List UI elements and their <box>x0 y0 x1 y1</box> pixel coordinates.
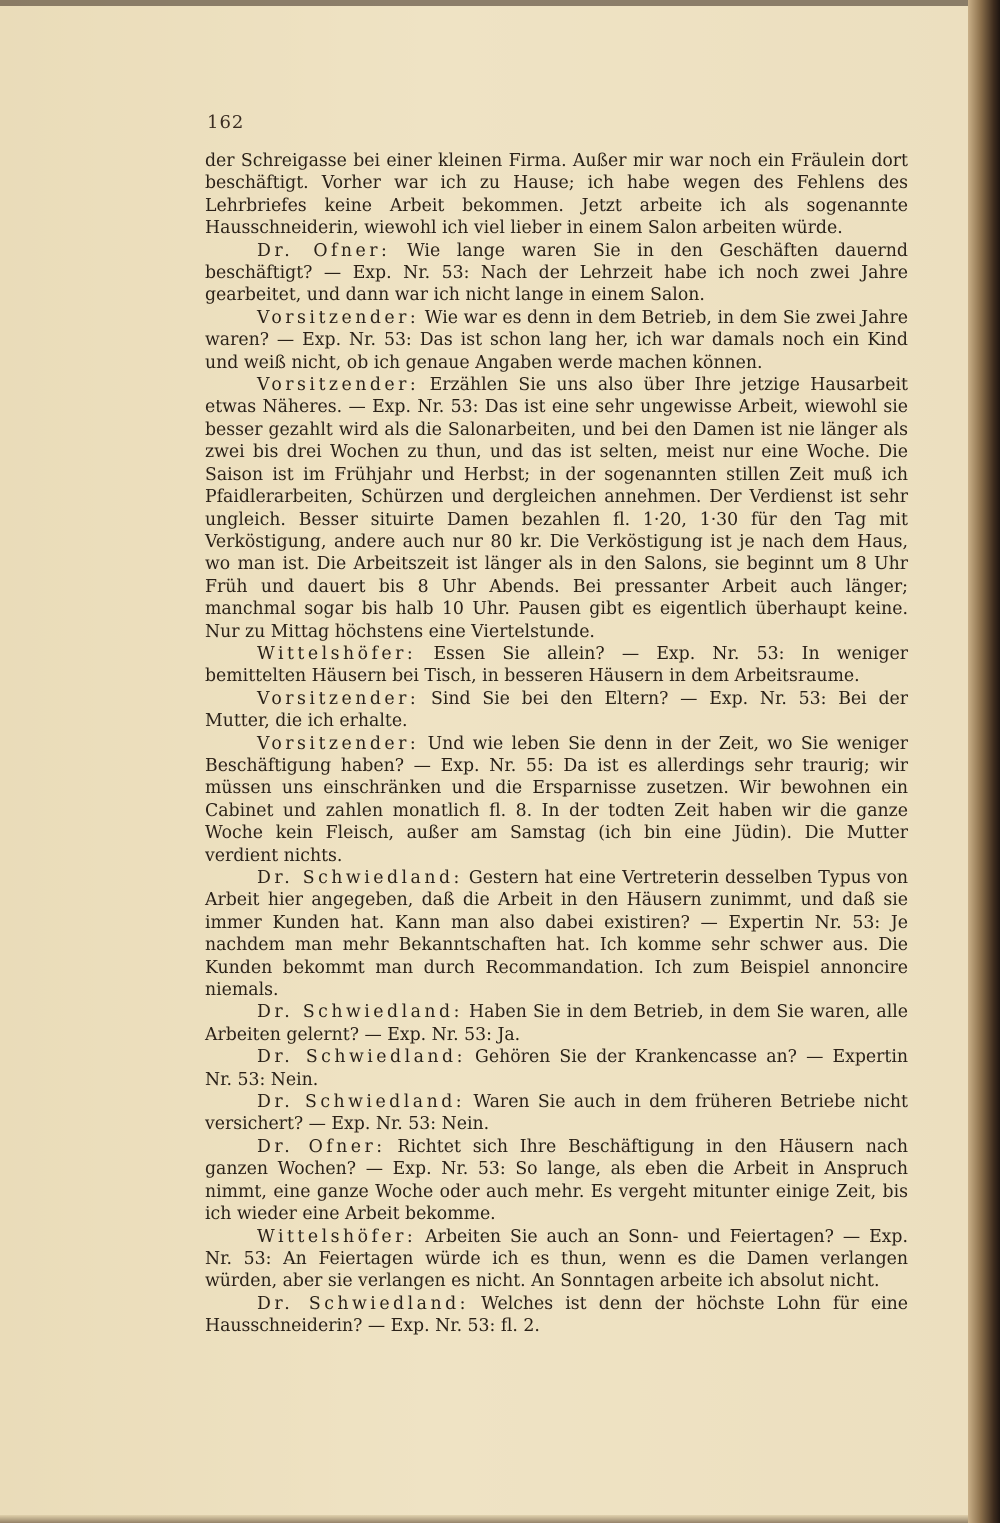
paragraph <box>205 867 908 1001</box>
page-bottom-edge <box>0 1515 968 1523</box>
speaker-name: Vorsitzender: <box>257 733 420 754</box>
speaker-name: Dr. Schwiedland: <box>257 1002 463 1023</box>
speaker-name: Dr. Schwiedland: <box>257 1092 466 1113</box>
speaker-name: Dr. Ofner: <box>257 240 391 261</box>
paragraph-text: der Schreigasse bei einer kleinen Firma. Außer mir war noch ein Fräulein dort beschäftigt. Vorher war ich zu Hause; ich habe wegen des Fehlens des Lehrbriefes keine Arbeit bekommen. Jetzt arbeite ich als sogenannte Hausschneiderin, wiewohl ich viel lieber in einem Salon arbeiten würde. <box>205 151 908 239</box>
speaker-name: Dr. Schwiedland: <box>257 868 463 888</box>
paragraph-text: Richtet sich Ihre Beschäftigung in den Häusern nach ganzen Wochen? — Exp. Nr. 53: So lange, als eben die Arbeit in Anspruch nimmt, eine ganze Woche oder auch mehr. Es vergeht mitunter einige Zeit, bis ich wieder eine Arbeit bekomme. <box>205 1136 908 1225</box>
paragraph <box>205 1136 908 1226</box>
speaker-name: Dr. Schwiedland: <box>257 1293 469 1314</box>
paragraph-text: Haben Sie in dem Betrieb, in dem Sie waren, alle Arbeiten gelernt? — Exp. Nr. 53: Ja. <box>205 1002 908 1045</box>
page-top-edge <box>0 0 968 6</box>
paragraph-text: Welches ist denn der höchste Lohn für eine Hausschneiderin? — Exp. Nr. 53: fl. 2. <box>205 1293 908 1337</box>
body-text <box>205 150 908 1338</box>
paragraph <box>205 1226 908 1293</box>
book-spine <box>968 0 1000 1523</box>
paragraph-text: Wie war es denn in dem Betrieb, in dem Sie zwei Jahre waren? — Exp. Nr. 53: Das ist schon lang her, ich war damals noch ein Kind und weiß nicht, ob ich genaue Angaben werde machen können. <box>205 307 908 373</box>
paragraph-text: Arbeiten Sie auch an Sonn- und Feiertagen? — Exp. Nr. 53: An Feiertagen würde ich es thun, wenn es die Damen verlangen würden, aber sie verlangen es nicht. An Sonntagen arbeite ich absolut nicht. <box>205 1226 908 1292</box>
speaker-name: Wittelshöfer: <box>257 1226 417 1247</box>
speaker-name: Vorsitzender: <box>257 688 420 709</box>
paragraph-text: Gestern hat eine Vertreterin desselben Typus von Arbeit hier angegeben, daß die Arbeit in den Häusern zunimmt, und daß sie immer Kunden hat. Kann man also dabei existiren? — Expertin Nr. 53: Je nachdem man mehr Bekanntschaften hat. Ich komme sehr schwer aus. Die Kunden bekommt man durch Recommandation. Ich zum Beispiel annoncire niemals. <box>205 868 908 1001</box>
paragraph-text: Essen Sie allein? — Exp. Nr. 53: In weniger bemittelten Häusern bei Tisch, in besseren Häusern in dem Arbeitsraume. <box>205 643 908 687</box>
paragraph-text: Wie lange waren Sie in den Geschäften dauernd beschäftigt? — Exp. Nr. 53: Nach der Lehrzeit habe ich noch zwei Jahre gearbeitet, und dann war ich nicht lange in einem Salon. <box>205 240 908 306</box>
paragraph-text: Und wie leben Sie denn in der Zeit, wo Sie weniger Beschäftigung haben? — Exp. Nr. 55: Da ist es allerdings sehr traurig; wir müssen uns einschränken und die Ersparnisse zusetzen. Wir bewohnen ein Cabinet und zahlen monatlich fl. 8. In der todten Zeit haben wir die ganze Woche kein Fleisch, außer am Samstag (ich bin eine Jüdin). Die Mutter verdient nichts. <box>205 733 908 866</box>
paragraph <box>205 733 908 867</box>
speaker-name: Dr. Schwiedland: <box>257 1047 466 1068</box>
speaker-name: Wittelshöfer: <box>257 643 417 664</box>
paragraph-text: Sind Sie bei den Eltern? — Exp. Nr. 53: Bei der Mutter, die ich erhalte. <box>205 688 908 732</box>
paragraph <box>205 307 908 374</box>
paragraph <box>205 374 908 643</box>
speaker-name: Vorsitzender: <box>257 307 420 328</box>
page-number: 162 <box>207 112 245 133</box>
paragraph-text: Waren Sie auch in dem früheren Betriebe nicht versichert? — Exp. Nr. 53: Nein. <box>205 1092 908 1135</box>
paragraph-text: Gehören Sie der Krankencasse an? — Expertin Nr. 53: Nein. <box>205 1047 908 1090</box>
paragraph <box>205 240 908 307</box>
paragraph <box>205 1001 908 1046</box>
paragraph <box>205 643 908 688</box>
paragraph <box>205 1046 908 1091</box>
paragraph <box>205 1091 908 1136</box>
speaker-name: Dr. Ofner: <box>257 1136 386 1157</box>
speaker-name: Vorsitzender: <box>257 375 420 396</box>
paragraph-text: Erzählen Sie uns also über Ihre jetzige Hausarbeit etwas Näheres. — Exp. Nr. 53: Das ist eine sehr ungewisse Arbeit, wiewohl sie besser gezahlt wird als die Salonarbeiten, und bei den Damen ist nie länger als zwei bis drei Wochen zu thun, und das ist selten, meist nur eine Woche. Die Saison ist im Frühjahr und Herbst; in der sogenannten stillen Zeit muß ich Pfaidlerarbeiten, Schürzen und dergleichen annehmen. Der Verdienst ist sehr ungleich. Besser situirte Damen bezahlen fl. 1·20, 1·30 für den Tag mit Verköstigung, andere auch nur 80 kr. Die Verköstigung ist je nach dem Haus, wo man ist. Die Arbeitszeit ist länger als in den Salons, sie beginnt um 8 Uhr Früh und dauert bis 8 Uhr Abends. Bei pressanter Arbeit auch länger; manchmal sogar bis halb 10 Uhr. Pausen gibt es eigentlich überhaupt keine. Nur zu Mittag höchstens eine Viertelstunde. <box>205 375 908 642</box>
paragraph <box>205 150 908 240</box>
paragraph <box>205 1293 908 1338</box>
paragraph <box>205 688 908 733</box>
